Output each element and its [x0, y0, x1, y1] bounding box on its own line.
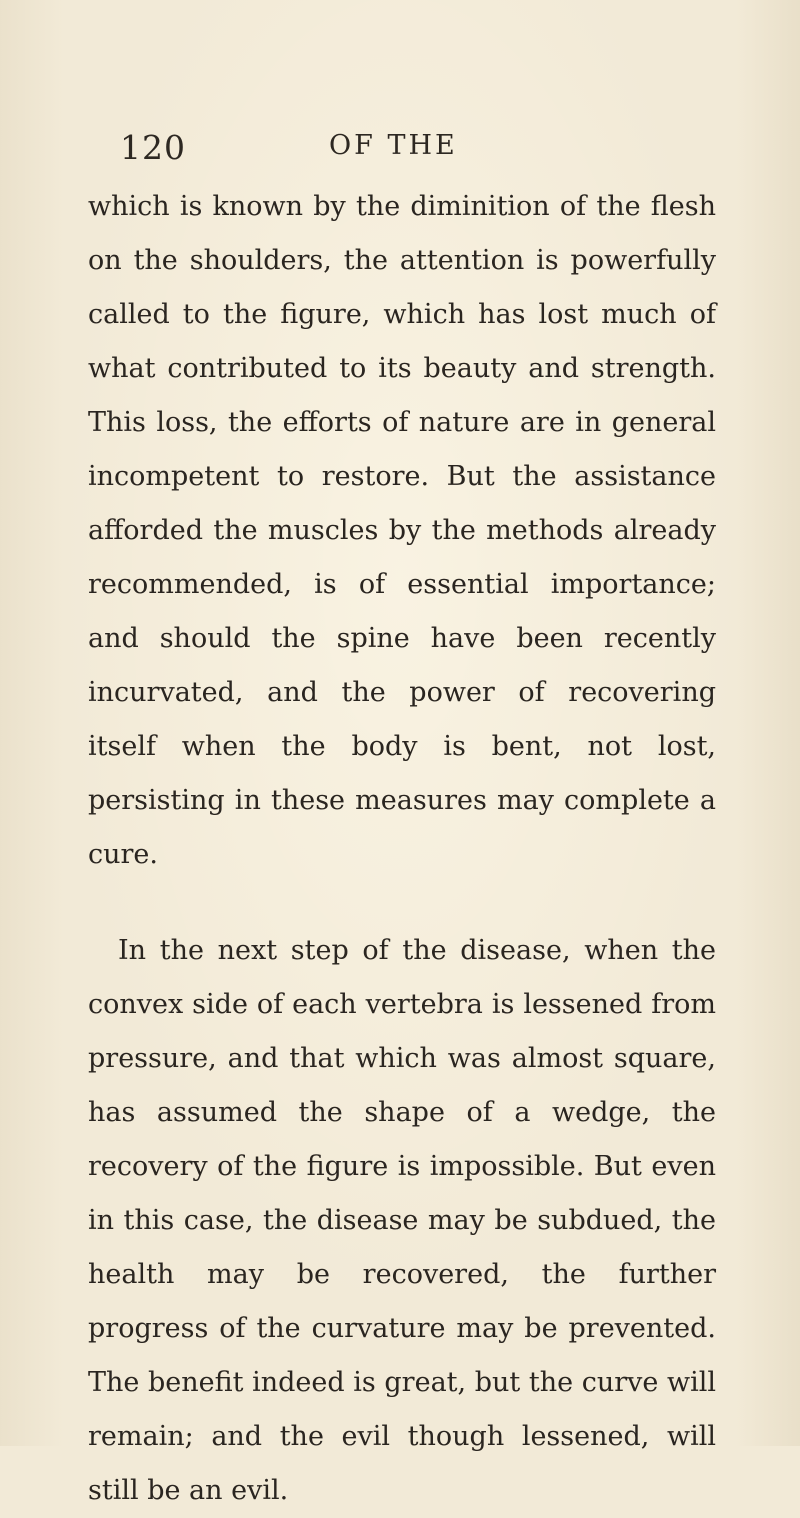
body-text [88, 180, 716, 1518]
running-head [120, 128, 680, 168]
running-title: OF THE [329, 130, 458, 161]
paragraph-1: which is known by the diminition of the flesh on the shoulders, the attention is powerfully called to the figure, which has lost much of what contributed to its beauty and strength. This loss, the efforts of nature are in general incompetent to restore. But the assistance afforded the muscles by the methods already recommended, is of essential importance; and should the spine have been recently incurvated, and the power of recovering itself when the body is bent, not lost, persisting in these measures may complete a cure. [88, 191, 716, 870]
paragraph-2: In the next step of the disease, when the convex side of each vertebra is lessened from pressure, and that which was almost square, has assumed the shape of a wedge, the recovery of the figure is impossible. But even in this case, the disease may be subdued, the health may be recovered, the further progress of the curvature may be prevented. The benefit indeed is great, but the curve will remain; and the evil though lessened, will still be an evil. [88, 935, 716, 1506]
page-number: 120 [120, 128, 186, 167]
